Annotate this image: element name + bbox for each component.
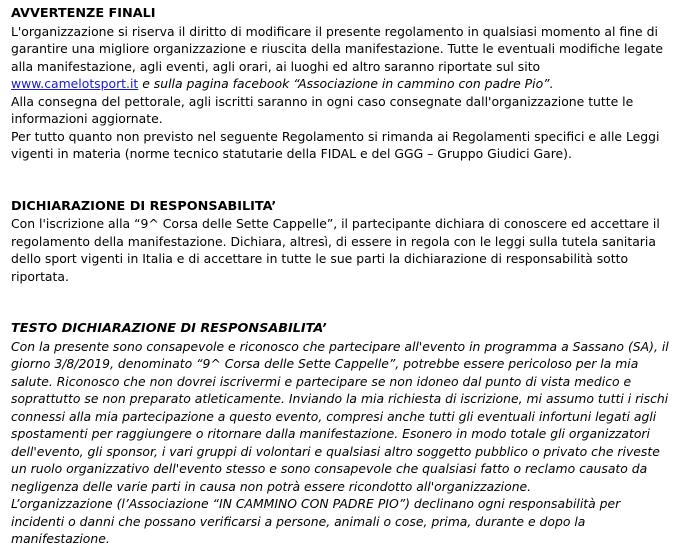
paragraph-line: L’organizzazione (l’Associazione “IN CAMMINO CON PADRE PIO”) declinano ogni responsabilità per (11, 496, 621, 511)
paragraph-line: alla manifestazione, agli eventi, agli orari, ai luoghi ed altro saranno riportate sul sito (11, 58, 541, 74)
facebook-note: e sulla pagina facebook “Associazione in cammino con padre Pio”. (138, 76, 554, 91)
paragraph-line: negligenza delle varie parti in causa non potrà essere ricondotto all'organizzazione. (11, 478, 532, 494)
camelotsport-link[interactable]: www.camelotsport.it (11, 76, 139, 91)
paragraph-line: un ruolo organizzativo dell'evento stesso e sono consapevole che qualsiasi fatto o reclamo causato da (11, 461, 648, 476)
paragraph-line: giorno 3/8/2019, denominato “9^ Corsa delle Sette Cappelle”, potrebbe essere pericoloso per la mia (11, 356, 639, 371)
paragraph-line: connessi alla mia partecipazione a questo evento, compresi anche tutti gli eventuali infortuni legati agli (11, 408, 657, 424)
paragraph-line: L'organizzazione si riserva il diritto di modificare il presente regolamento in qualsiasi momento al fine di (11, 23, 658, 39)
section-dichiarazione (11, 198, 697, 286)
paragraph-line: garantire una migliore organizzazione e riuscita della manifestazione. Tutte le eventuali modifiche legate (11, 41, 663, 56)
paragraph-line-with-link (11, 75, 697, 93)
spacer (11, 180, 697, 198)
paragraph-line: regolamento della manifestazione. Dichiara, altresì, di essere in regola con le leggi sulla tutela sanitaria (11, 233, 656, 249)
spacer (11, 163, 697, 181)
section-avvertenze-finali (11, 5, 697, 163)
spacer (11, 303, 697, 321)
document-page (11, 5, 697, 548)
paragraph-line: riportata. (11, 268, 69, 284)
paragraph-line: vigenti in materia (norme tecnico statutarie della FIDAL e del GGG – Gruppo Giudici Gare). (11, 146, 572, 161)
section-heading-dichiarazione: DICHIARAZIONE DI RESPONSABILITA’ (11, 198, 277, 214)
paragraph-line: Con la presente sono consapevole e riconosco che partecipare all'evento in programma a Sassano (SA), il (11, 338, 669, 354)
paragraph-line: soprattutto se non preparato atleticamente. Inviando la mia richiesta di iscrizione, mi assumo tutti i rischi (11, 391, 669, 406)
paragraph-line: Per tutto quanto non previsto nel seguente Regolamento si rimanda ai Regolamenti specifici e alle Leggi (11, 128, 660, 144)
paragraph-line: dello sport vigenti in Italia e di accettare in tutte le sue parti la dichiarazione di responsabilità sotto (11, 251, 629, 266)
paragraph-line: Con l'iscrizione alla “9^ Corsa delle Sette Cappelle”, il partecipante dichiara di conoscere ed accettare il (11, 216, 660, 231)
paragraph-line: salute. Riconosco che non dovrei iscrivermi e partecipare se non idoneo dal punto di vista medico e (11, 373, 632, 389)
paragraph-line: manifestazione. (11, 531, 110, 546)
paragraph-line: dell'evento, gli sponsor, i vari gruppi di volontari e qualsiasi altro soggetto pubblico o privato che riveste (11, 443, 660, 459)
section-testo-dichiarazione (11, 320, 697, 548)
paragraph-line: spostamenti per raggiungere o ritornare dalla manifestazione. Esonero in modo totale gli organizzatori (11, 426, 650, 441)
spacer (11, 285, 697, 303)
section-heading-avvertenze: AVVERTENZE FINALI (11, 6, 156, 21)
section-heading-testo: TESTO DICHIARAZIONE DI RESPONSABILITA’ (11, 321, 327, 336)
paragraph-line: incidenti o danni che possano verificarsi a persone, animali o cose, prima, durante e dopo la (11, 513, 586, 529)
paragraph-line: informazioni aggiornate. (11, 111, 163, 126)
paragraph-line: Alla consegna del pettorale, agli iscritti saranno in ogni caso consegnate dall'organizzazione tutte le (11, 93, 634, 109)
